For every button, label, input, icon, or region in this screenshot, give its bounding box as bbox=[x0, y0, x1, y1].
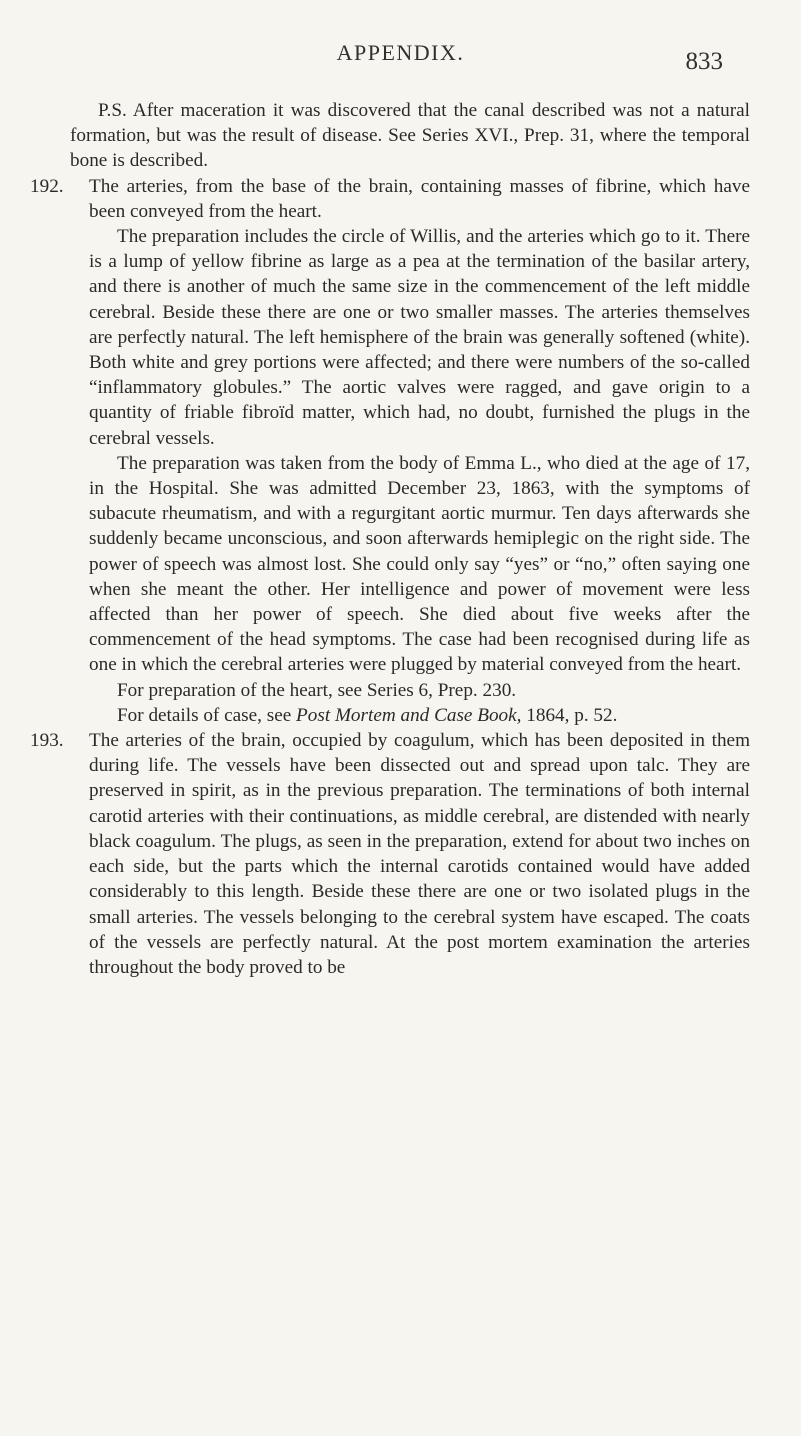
reference-heart: For preparation of the heart, see Series 6, Prep. 230. bbox=[117, 679, 517, 701]
reference-book-title: Post Mortem and Case Book, bbox=[296, 704, 522, 726]
entry-paragraph: The preparation was taken from the body of Emma L., who died at the age of 17, in the Hospital. She was admitted December 23, 1863, with the symptoms of subacute rheumatism, and with a regurgitant aortic murmur. Ten days afterwards she suddenly became unconscious, and soon afterwards hemiplegic on the right side. The power of speech was almost lost. She could only say “yes” or “no,” often saying one when she meant the other. Her intelligence and power of movement were less affected than her power of speech. She died about five weeks after the commencement of the head symptoms. The case had been recognised during life as one in which the cerebral arteries were plugged by material conveyed from the heart. bbox=[89, 452, 750, 676]
page-body bbox=[30, 98, 750, 980]
postscript-paragraph: P.S. After maceration it was discovered that the canal described was not a natural formation, but was the result of disease. See Series XVI., Prep. 31, where the temporal bone is described. bbox=[70, 100, 750, 172]
running-head: APPENDIX. bbox=[336, 40, 465, 65]
entry-heading: The arteries, from the base of the brain, containing masses of fibrine, which have been conveyed from the heart. bbox=[89, 175, 750, 222]
entry-heading: The arteries of the brain, occupied by coagulum, which has been deposited in them during life. The vessels have been dissected out and spread upon talc. They are preserved in spirit, as in the previous preparation. The terminations of both internal carotid arteries with their continuations, as middle cerebral, are distended with nearly black coagulum. The plugs, as seen in the preparation, extend for about two inches on each side, but the parts which the internal carotids contained would have added considerably to this length. Beside these there are one or two isolated plugs in the small arteries. The vessels belonging to the cerebral system have escaped. The coats of the vessels are perfectly natural. At the post mortem examination the arteries throughout the body proved to be bbox=[89, 730, 750, 978]
page-number: 833 bbox=[685, 48, 723, 75]
catalogue-entry-193 bbox=[30, 728, 750, 980]
reference-prefix: For details of case, see bbox=[117, 704, 297, 726]
entry-number: 192. bbox=[30, 175, 64, 197]
page-header bbox=[0, 40, 801, 84]
reference-suffix: 1864, p. 52. bbox=[521, 704, 618, 726]
reference-case-book bbox=[89, 703, 750, 728]
entry-number: 193. bbox=[30, 730, 64, 752]
entry-paragraph: The preparation includes the circle of Willis, and the arteries which go to it. There is a lump of yellow fibrine as large as a pea at the termination of the basilar artery, and there is another of much the same size in the commencement of the left middle cerebral. Beside these there are one or two smaller masses. The arteries themselves are perfectly natural. The left hemisphere of the brain was generally softened (white). Both white and grey portions were affected; and there were numbers of the so-called “inflammatory globules.” The aortic valves were ragged, and gave origin to a quantity of friable fibroïd matter, which had, no doubt, furnished the plugs in the cerebral vessels. bbox=[89, 226, 750, 449]
catalogue-entry-192 bbox=[30, 174, 750, 728]
